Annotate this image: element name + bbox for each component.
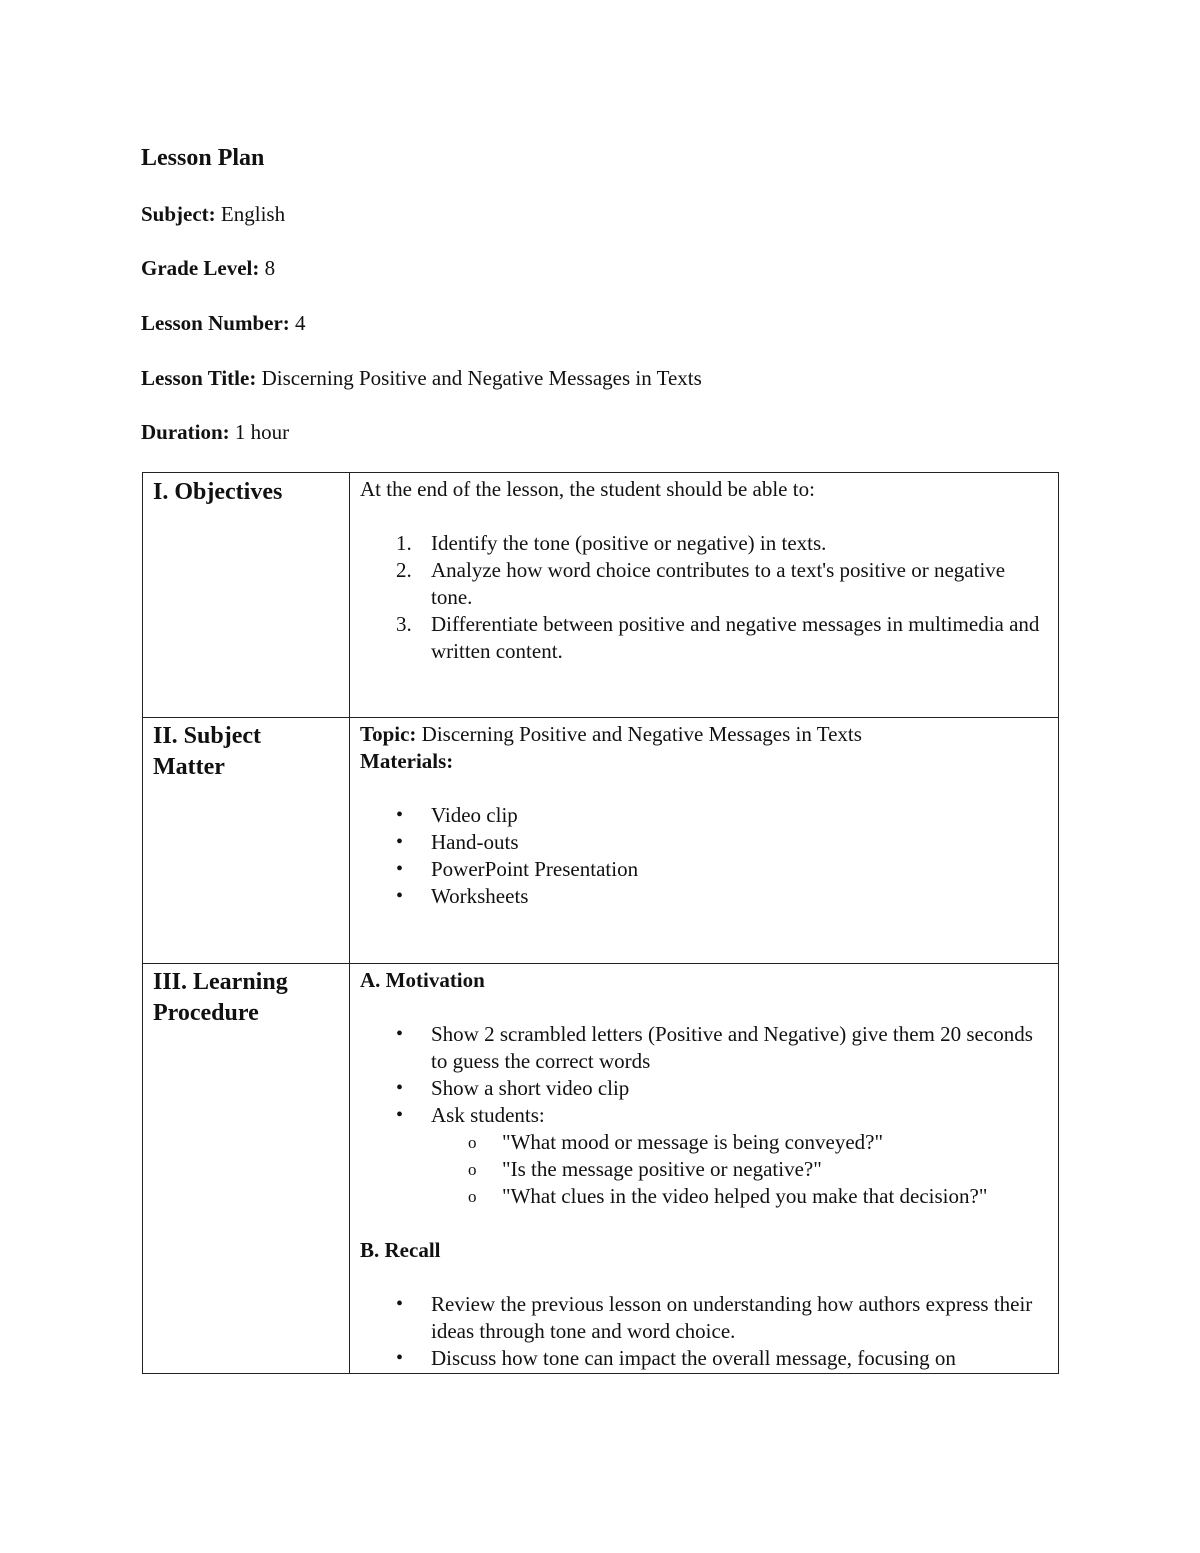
topic-label: Topic: — [360, 722, 417, 746]
sub-list-item — [431, 1129, 1050, 1156]
list-item — [360, 856, 1050, 883]
heading-line: II. Subject — [153, 723, 262, 749]
item-text: Show a short video clip — [431, 1076, 630, 1100]
materials-list — [360, 802, 1050, 910]
list-item — [360, 829, 1050, 856]
item-text: Ask students: — [431, 1103, 545, 1127]
item-text: "Is the message positive or negative?" — [502, 1157, 822, 1181]
question-list — [431, 1129, 1050, 1210]
objectives-list — [360, 530, 1050, 665]
bullet-icon: • — [396, 1077, 404, 1099]
item-text: Video clip — [431, 803, 518, 827]
meta-lesson-number — [141, 309, 306, 337]
item-text: Differentiate between positive and negative messages in multimedia and written content. — [431, 612, 1040, 663]
bullet-icon: • — [396, 1293, 404, 1315]
item-text: "What mood or message is being conveyed?" — [502, 1130, 884, 1154]
lesson-plan-table — [142, 472, 1059, 1374]
recall-list — [360, 1291, 1050, 1372]
grade-label: Grade Level: — [141, 256, 260, 280]
column-divider — [349, 473, 350, 1373]
circle-bullet-icon: o — [468, 1187, 477, 1206]
heading-line: III. Learning — [153, 969, 288, 995]
bullet-icon: • — [396, 858, 404, 880]
item-text: PowerPoint Presentation — [431, 857, 639, 881]
heading-line: Matter — [153, 754, 225, 780]
item-text: Identify the tone (positive or negative) in texts. — [431, 531, 827, 555]
lesson-number-label: Lesson Number: — [141, 311, 290, 335]
item-text: Discuss how tone can impact the overall message, focusing on — [431, 1346, 956, 1370]
recall-heading: B. Recall — [360, 1238, 441, 1262]
subject-value: English — [220, 202, 286, 226]
item-text: Worksheets — [431, 884, 529, 908]
subject-label: Subject: — [141, 202, 216, 226]
bullet-icon: • — [396, 885, 404, 907]
item-number: 1. — [396, 531, 412, 555]
topic-value: Discerning Positive and Negative Messages in Texts — [421, 722, 862, 746]
meta-grade-level — [141, 254, 275, 282]
bullet-icon: • — [396, 831, 404, 853]
bullet-icon: • — [396, 1023, 404, 1045]
sub-list-item — [431, 1156, 1050, 1183]
objectives-intro: At the end of the lesson, the student should be able to: — [360, 477, 815, 501]
list-item — [360, 883, 1050, 910]
motivation-list — [360, 1021, 1050, 1210]
learning-procedure-heading — [153, 967, 343, 1029]
list-item — [360, 1102, 1050, 1210]
item-text: Review the previous lesson on understanding how authors express their ideas through tone and word choice. — [431, 1292, 1033, 1343]
lesson-title-label: Lesson Title: — [141, 366, 257, 390]
circle-bullet-icon: o — [468, 1133, 477, 1152]
list-item — [360, 802, 1050, 829]
meta-lesson-title — [141, 364, 702, 392]
list-item — [360, 1291, 1050, 1345]
bullet-icon: • — [396, 804, 404, 826]
item-text: Show 2 scrambled letters (Positive and Negative) give them 20 seconds to guess the correct words — [431, 1022, 1033, 1073]
item-text: "What clues in the video helped you make that decision?" — [502, 1184, 988, 1208]
duration-label: Duration: — [141, 420, 230, 444]
list-item — [360, 1021, 1050, 1075]
list-item — [360, 611, 1050, 665]
materials-label: Materials: — [360, 749, 454, 773]
list-item — [360, 530, 1050, 557]
duration-value: 1 hour — [234, 420, 290, 444]
subject-matter-content — [360, 721, 1050, 910]
list-item — [360, 1075, 1050, 1102]
learning-procedure-content — [360, 967, 1050, 1372]
bullet-icon: • — [396, 1104, 404, 1126]
item-text: Analyze how word choice contributes to a text's positive or negative tone. — [431, 558, 1006, 609]
item-number: 2. — [396, 558, 412, 582]
bullet-icon: • — [396, 1347, 404, 1369]
list-item — [360, 557, 1050, 611]
sub-list-item — [431, 1183, 1050, 1210]
meta-duration — [141, 418, 289, 446]
circle-bullet-icon: o — [468, 1160, 477, 1179]
topic-line — [360, 721, 1050, 748]
subject-matter-heading — [153, 721, 343, 783]
objectives-content — [360, 476, 1050, 665]
item-number: 3. — [396, 612, 412, 636]
lesson-number-value: 4 — [295, 311, 306, 335]
row-divider — [143, 963, 1058, 964]
row-divider — [143, 717, 1058, 718]
document-title: Lesson Plan — [141, 145, 265, 171]
grade-value: 8 — [264, 256, 276, 280]
list-item — [360, 1345, 1050, 1372]
meta-subject — [141, 200, 285, 228]
motivation-heading: A. Motivation — [360, 968, 485, 992]
lesson-title-value: Discerning Positive and Negative Messages in Texts — [261, 366, 702, 390]
heading-line: Procedure — [153, 1000, 259, 1026]
item-text: Hand-outs — [431, 830, 519, 854]
objectives-heading: I. Objectives — [153, 479, 283, 505]
